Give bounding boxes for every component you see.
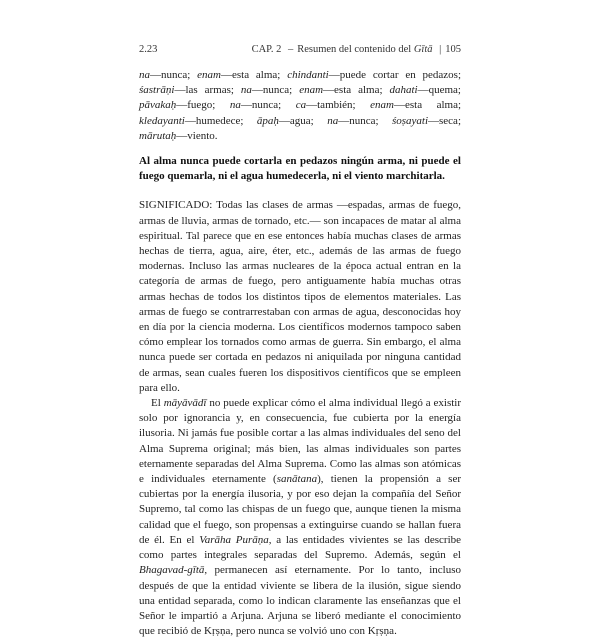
synonym-entry: [139, 130, 218, 142]
synonym-entry: [139, 115, 243, 127]
synonym-entry: [139, 84, 234, 96]
synonym-entry: [139, 69, 190, 81]
purport-text: , a las entidades vivientes se las describe como partes integrales separadas del Supremo. Además, según el: [139, 533, 462, 562]
synonym-dash: —: [306, 99, 318, 112]
synonym-meaning: puede cortar en pedazos;: [339, 69, 462, 81]
synonym-term: na: [139, 69, 150, 81]
synonym-dash: —: [338, 114, 350, 127]
synonym-meaning: seca;: [439, 114, 461, 127]
synonym-term: mārutaḥ: [139, 129, 177, 142]
synonym-term: kledayanti: [139, 114, 185, 127]
synonym-term: āpaḥ: [256, 114, 279, 127]
purport-text: , permanecen así eternamente. Por lo tanto, incluso después de que la entidad viviente se libera de la ilusión, sigue siendo una entidad separada, como lo indican claramente las enseñanzas que el Señor le impartió a Arjuna. Arjuna se liberó mediante el conocimiento que recibió de Kṛṣṇa, pero nunca se volvió uno con Kṛṣṇa.: [139, 564, 461, 638]
synonym-dash: —: [417, 84, 429, 97]
synonym-term: śoṣayati: [391, 114, 429, 127]
synonym-term: enam: [299, 84, 324, 97]
synonym-meaning: esta alma;: [404, 99, 462, 112]
synonym-dash: —: [428, 114, 440, 127]
synonym-term: dahati: [389, 84, 418, 97]
synonym-dash: —: [176, 129, 188, 142]
scripture-title: Bhagavad-gītā: [139, 564, 205, 577]
purport-paragraph: [139, 198, 461, 396]
synonym-dash: —: [174, 84, 186, 97]
synonym-term: chindanti: [287, 69, 329, 81]
synonym-term: ca: [295, 99, 307, 112]
synonym-meaning: esta alma;: [334, 84, 383, 97]
synonym-meaning: agua;: [289, 114, 314, 127]
synonym-entry: [257, 115, 314, 127]
sanskrit-term: sanātana: [276, 473, 318, 486]
synonym-entry: [392, 115, 461, 127]
purport-text: ), tienen la propensión a ser cubiertas por la energía ilusoria, y por eso dejan la compañía del Señor Supremo, tal como las chispas de un fuego que, aunque tienen la misma calidad que el fuego, son propensas a extinguirse cuando se hallan fuera de él. En el: [139, 473, 462, 546]
page-number: 105: [445, 44, 461, 55]
scripture-title: Varāha Purāṇa: [199, 533, 269, 546]
verse-reference: 2.23: [139, 44, 158, 55]
synonym-dash: —: [184, 114, 196, 127]
synonym-term: śastrāṇi: [139, 84, 175, 97]
synonym-meaning: esta alma;: [231, 69, 281, 81]
page-body: [139, 68, 461, 639]
synonym-entry: [139, 99, 215, 111]
purport-text: El: [151, 397, 161, 410]
synonym-meaning: nunca;: [161, 69, 191, 81]
purport-paragraph: [139, 396, 461, 639]
synonym-entry: [299, 84, 382, 96]
synonym-meaning: fuego;: [187, 99, 216, 112]
synonym-dash: —: [278, 114, 290, 127]
synonym-term: pāvakaḥ: [139, 99, 177, 112]
synonym-dash: —: [328, 69, 340, 81]
synonym-entry: [327, 115, 378, 127]
synonym-term: na: [229, 99, 241, 112]
running-head: [252, 44, 461, 55]
synonym-entry: [287, 69, 461, 81]
synonym-term: na: [327, 114, 339, 127]
synonym-dash: —: [393, 99, 405, 112]
synonym-meaning: nunca;: [262, 84, 293, 97]
synonym-dash: —: [150, 69, 161, 81]
synonym-term: enam: [370, 99, 394, 112]
running-title: Resumen del contenido del: [297, 44, 412, 55]
synonym-term: na: [240, 84, 252, 97]
running-book: Gītā: [413, 44, 433, 55]
synonym-dash: —: [220, 69, 232, 81]
purport-label: SIGNIFICADO:: [139, 199, 213, 212]
synonym-term: enam: [197, 69, 221, 81]
synonym-entry: [230, 99, 281, 111]
word-synonyms: [139, 68, 461, 144]
synonym-meaning: nunca;: [349, 114, 379, 127]
purport: [139, 198, 461, 639]
running-bar: |: [439, 44, 442, 55]
verse-translation: Al alma nunca puede cortarla en pedazos ningún arma, ni puede el fuego quemarla, ni el agua humedecerla, ni el viento marchitarla.: [139, 155, 461, 183]
synonym-dash: —: [251, 84, 263, 97]
synonym-meaning: quema;: [428, 84, 461, 97]
synonym-dash: —: [240, 99, 252, 112]
synonym-entry: [389, 84, 461, 96]
synonym-entry: [197, 69, 280, 81]
synonym-dash: —: [323, 84, 335, 97]
synonym-meaning: nunca;: [251, 99, 282, 112]
synonym-meaning: humedece;: [195, 114, 244, 127]
purport-text: Todas las clases de armas —espadas, armas de fuego, armas de lluvia, armas de tornado, etc.— son incapaces de matar al alma espiritual. Tal parece que en ese entonces había muchas clases de armas hechas de tierra, agua, aire, éter, etc., además de las armas de fuego modernas. Incluso las armas nucleares de la época actual entran en la categoría de armas de fuego, pero antiguamente había muchas otras armas hechas de todos los distintos tipos de elementos materiales. Las armas de fuego se contrarrestaban con armas de agua, desconocidas hoy en día por la ciencia moderna. Los científicos modernos tampoco saben cómo emplear los tornados como armas de guerra. Sin embargo, el alma nunca puede ser cortada en pedazos ni aniquilada por ninguna cantidad de armas, sean cuales fueren los dispositivos científicos que se empleen para ello.: [139, 199, 461, 394]
synonym-meaning: las armas;: [185, 84, 234, 97]
synonym-dash: —: [176, 99, 188, 112]
sanskrit-term: māyāvādī: [163, 397, 207, 410]
synonym-meaning: también;: [317, 99, 356, 112]
synonym-entry: [241, 84, 292, 96]
purport-text: no puede explicar cómo el alma individual llegó a existir solo por ignorancia y, en consecuencia, fue cubierta por la energía ilusoria. Ni jamás fue posible cortar a las almas individuales del seno del Alma Suprema original; más bien, las almas individuales son partes eternamente separadas del Alma Suprema. Como las almas son atómicas e individuales eternamente (: [139, 397, 462, 486]
synonym-entry: [370, 99, 461, 111]
synonym-meaning: viento.: [187, 129, 218, 142]
running-dash: –: [287, 44, 294, 55]
synonym-entry: [296, 99, 356, 111]
chapter-label: CAP. 2: [251, 44, 282, 55]
